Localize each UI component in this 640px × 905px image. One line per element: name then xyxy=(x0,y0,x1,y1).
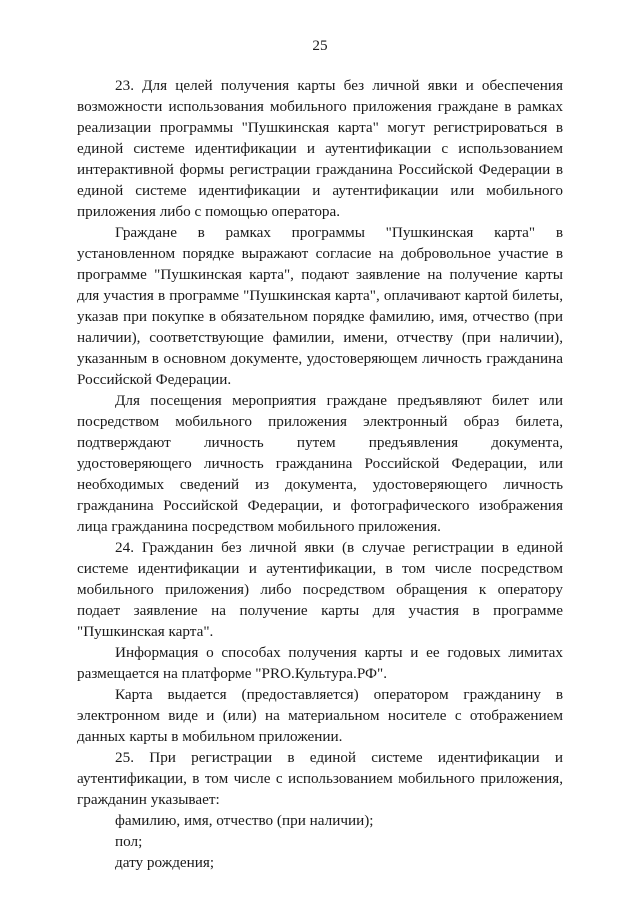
paragraph-event-visit: Для посещения мероприятия граждане предъявляют билет или посредством мобильного приложения электронный образ билета, подтверждают личность путем предъявления документа, удостоверяющего личность гражданина Российской Федерации, или необходимых сведений из документа, удостоверяющего личность гражданина Российской Федерации, и фотографического изображения лица гражданина посредством мобильного приложения. xyxy=(77,392,563,535)
paragraph-citizens-consent: Граждане в рамках программы "Пушкинская карта" в установленном порядке выражают согласие на добровольное участие в программе "Пушкинская карта", подают заявление на получение карты для участия в программе "Пушкинская карта", оплачивают картой билеты, указав при покупке в обязательном порядке фамилию, имя, отчество (при наличии), соответствующие фамилии, имени, отчеству (при наличии), указанным в основном документе, удостоверяющем личность гражданина Российской Федерации. xyxy=(77,224,563,388)
page-number: 25 xyxy=(312,37,328,54)
paragraph-card-issue: Карта выдается (предоставляется) оператором гражданину в электронном виде и (или) на материальном носителе с отображением данных карты в мобильном приложении. xyxy=(77,686,563,745)
list-item-sex: пол; xyxy=(115,833,143,850)
paragraph-23: 23. Для целей получения карты без личной явки и обеспечения возможности использования мобильного приложения граждане в рамках реализации программы "Пушкинская карта" могут регистрироваться в единой системе идентификации и аутентификации с использованием интерактивной формы регистрации гражданина Российской Федерации в единой системе идентификации и аутентификации или мобильного приложения либо с помощью оператора. xyxy=(77,77,563,220)
list-item-full-name: фамилию, имя, отчество (при наличии); xyxy=(115,812,374,829)
paragraph-25: 25. При регистрации в единой системе идентификации и аутентификации, в том числе с использованием мобильного приложения, гражданин указывает: xyxy=(77,749,563,808)
document-body xyxy=(77,75,563,873)
paragraph-24: 24. Гражданин без личной явки (в случае регистрации в единой системе идентификации и аутентификации, в том числе посредством мобильного приложения) либо посредством обращения к оператору подает заявление на получение карты для участия в программе "Пушкинская карта". xyxy=(77,539,563,640)
list-item-birth-date: дату рождения; xyxy=(115,854,215,871)
paragraph-platform-info: Информация о способах получения карты и ее годовых лимитах размещается на платформе "PRO.Культура.РФ". xyxy=(77,644,563,682)
